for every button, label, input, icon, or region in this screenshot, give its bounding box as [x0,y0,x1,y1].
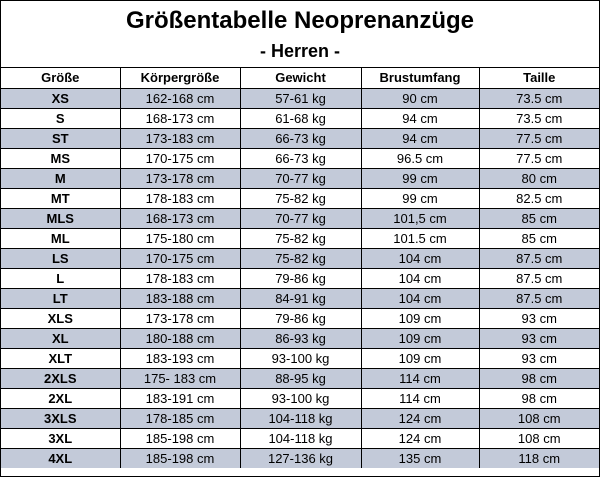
cell-waist: 77.5 cm [479,149,599,169]
cell-weight: 84-91 kg [240,289,361,309]
cell-weight: 70-77 kg [240,209,361,229]
table-row [1,109,599,129]
table-row [1,229,599,249]
table-row [1,89,599,109]
cell-body-height: 170-175 cm [120,149,240,169]
cell-weight: 86-93 kg [240,329,361,349]
cell-weight: 79-86 kg [240,269,361,289]
cell-weight: 93-100 kg [240,349,361,369]
cell-weight: 104-118 kg [240,409,361,429]
cell-chest: 114 cm [361,389,479,409]
cell-chest: 90 cm [361,89,479,109]
table-header [1,68,599,89]
cell-body-height: 185-198 cm [120,449,240,469]
table-row [1,289,599,309]
table-row [1,369,599,389]
table-row [1,309,599,329]
cell-size: 3XLS [1,409,120,429]
table-row [1,429,599,449]
cell-chest: 109 cm [361,329,479,349]
cell-size: XL [1,329,120,349]
cell-waist: 98 cm [479,369,599,389]
cell-size: M [1,169,120,189]
cell-size: XLS [1,309,120,329]
table-row [1,209,599,229]
cell-waist: 98 cm [479,389,599,409]
cell-size: 2XLS [1,369,120,389]
cell-body-height: 170-175 cm [120,249,240,269]
cell-chest: 101.5 cm [361,229,479,249]
chart-title: Größentabelle Neoprenanzüge [125,7,475,34]
cell-waist: 108 cm [479,409,599,429]
cell-body-height: 183-191 cm [120,389,240,409]
cell-chest: 94 cm [361,129,479,149]
cell-chest: 104 cm [361,289,479,309]
cell-body-height: 162-168 cm [120,89,240,109]
cell-waist: 80 cm [479,169,599,189]
cell-size: 3XL [1,429,120,449]
cell-size: 2XL [1,389,120,409]
cell-weight: 104-118 kg [240,429,361,449]
cell-body-height: 178-183 cm [120,269,240,289]
cell-size: 4XL [1,449,120,469]
cell-body-height: 180-188 cm [120,329,240,349]
table-row [1,389,599,409]
cell-size: ML [1,229,120,249]
cell-chest: 104 cm [361,249,479,269]
cell-chest: 101,5 cm [361,209,479,229]
cell-waist: 87.5 cm [479,269,599,289]
table-row [1,169,599,189]
cell-chest: 104 cm [361,269,479,289]
cell-waist: 108 cm [479,429,599,449]
header-waist: Taille [479,68,599,89]
cell-waist: 73.5 cm [479,89,599,109]
cell-size: S [1,109,120,129]
table-row [1,449,599,469]
cell-size: MT [1,189,120,209]
cell-chest: 124 cm [361,409,479,429]
cell-chest: 114 cm [361,369,479,389]
cell-waist: 73.5 cm [479,109,599,129]
table-row [1,189,599,209]
header-row [1,68,599,89]
header-size: Größe [1,68,120,89]
cell-body-height: 183-188 cm [120,289,240,309]
header-chest: Brustumfang [361,68,479,89]
cell-chest: 99 cm [361,169,479,189]
cell-waist: 118 cm [479,449,599,469]
cell-size: L [1,269,120,289]
header-body-height: Körpergröße [120,68,240,89]
cell-body-height: 178-183 cm [120,189,240,209]
table-row [1,329,599,349]
table-row [1,129,599,149]
cell-chest: 135 cm [361,449,479,469]
table-row [1,149,599,169]
header-weight: Gewicht [240,68,361,89]
cell-body-height: 175- 183 cm [120,369,240,389]
cell-size: LT [1,289,120,309]
cell-weight: 70-77 kg [240,169,361,189]
table-row [1,269,599,289]
cell-body-height: 168-173 cm [120,209,240,229]
cell-weight: 75-82 kg [240,189,361,209]
cell-size: MS [1,149,120,169]
cell-weight: 66-73 kg [240,149,361,169]
cell-size: XLT [1,349,120,369]
cell-waist: 93 cm [479,349,599,369]
chart-header [1,1,599,68]
cell-chest: 94 cm [361,109,479,129]
cell-weight: 79-86 kg [240,309,361,329]
cell-size: LS [1,249,120,269]
cell-waist: 85 cm [479,209,599,229]
cell-weight: 75-82 kg [240,229,361,249]
cell-body-height: 175-180 cm [120,229,240,249]
cell-size: ST [1,129,120,149]
table-row [1,349,599,369]
size-table [1,68,599,468]
cell-weight: 93-100 kg [240,389,361,409]
cell-waist: 87.5 cm [479,289,599,309]
cell-body-height: 168-173 cm [120,109,240,129]
cell-body-height: 173-178 cm [120,309,240,329]
cell-body-height: 185-198 cm [120,429,240,449]
cell-chest: 109 cm [361,349,479,369]
cell-body-height: 178-185 cm [120,409,240,429]
table-row [1,409,599,429]
cell-chest: 109 cm [361,309,479,329]
table-row [1,249,599,269]
cell-weight: 61-68 kg [240,109,361,129]
cell-weight: 127-136 kg [240,449,361,469]
cell-chest: 99 cm [361,189,479,209]
cell-waist: 77.5 cm [479,129,599,149]
cell-chest: 96.5 cm [361,149,479,169]
cell-waist: 82.5 cm [479,189,599,209]
cell-size: XS [1,89,120,109]
chart-subtitle: - Herren - [259,41,340,61]
cell-weight: 57-61 kg [240,89,361,109]
cell-body-height: 173-183 cm [120,129,240,149]
cell-waist: 93 cm [479,329,599,349]
cell-chest: 124 cm [361,429,479,449]
cell-waist: 93 cm [479,309,599,329]
cell-waist: 85 cm [479,229,599,249]
cell-body-height: 183-193 cm [120,349,240,369]
cell-weight: 66-73 kg [240,129,361,149]
cell-waist: 87.5 cm [479,249,599,269]
cell-weight: 75-82 kg [240,249,361,269]
cell-weight: 88-95 kg [240,369,361,389]
cell-body-height: 173-178 cm [120,169,240,189]
table-body [1,89,599,469]
cell-size: MLS [1,209,120,229]
